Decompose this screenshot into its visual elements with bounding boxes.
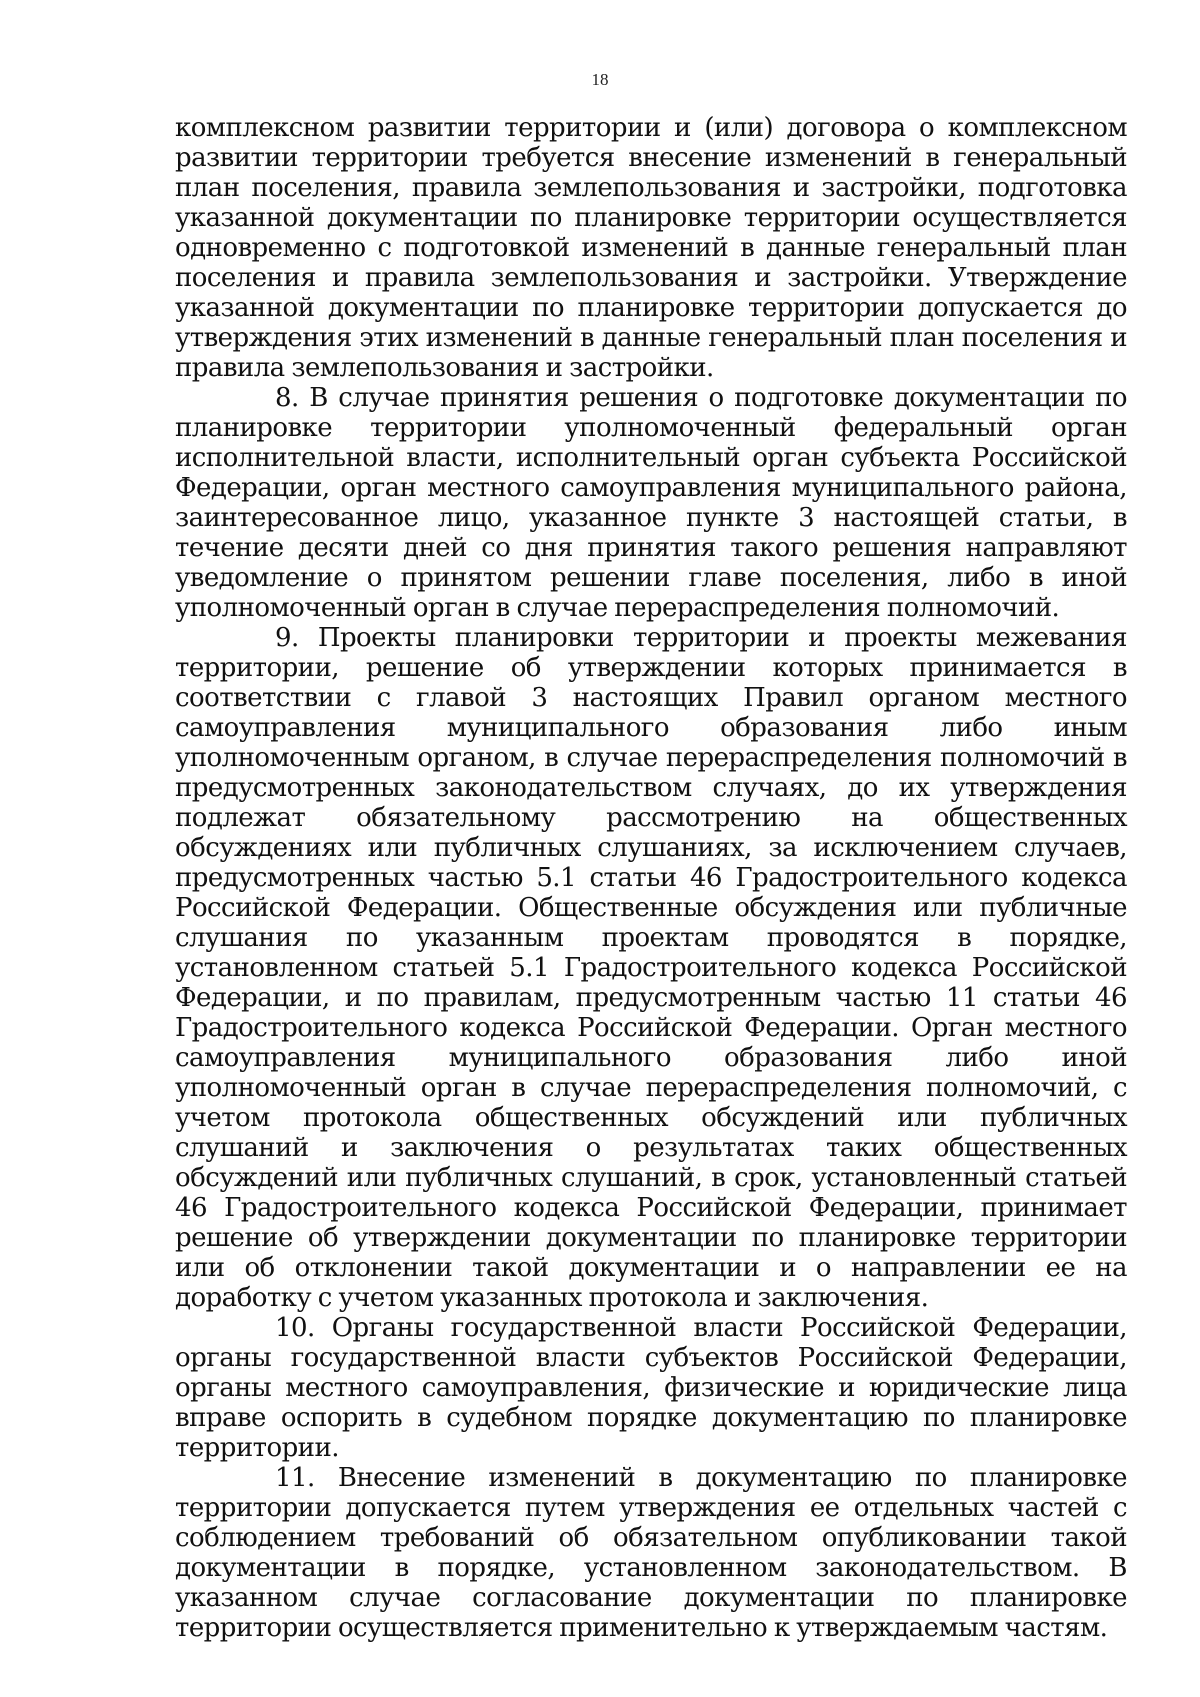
paragraph-continuation: комплексном развитии территории и (или) договора о комплексном развитии территории требуется внесение изменений в генеральный план поселения, правила землепользования и застройки, подготовка указанной документации по планировке территории осуществляется одновременно с подготовкой изменений в данные генеральный план поселения и правила землепользования и застройки. Утверждение указанной документации по планировке территории допускается до утверждения этих изменений в данные генеральный план поселения и правила землепользования и застройки. [175, 113, 1127, 383]
paragraph-11: 11. Внесение изменений в документацию по планировке территории допускается путем утверждения ее отдельных частей с соблюдением требований об обязательном опубликовании такой документации в порядке, установленном законодательством. В указанном случае согласование документации по планировке территории осуществляется применительно к утверждаемым частям. [175, 1463, 1127, 1643]
paragraph-9: 9. Проекты планировки территории и проекты межевания территории, решение об утверждении которых принимается в соответствии с главой 3 настоящих Правил органом местного самоуправления муниципального образования либо иным уполномоченным органом, в случае перераспределения полномочий в предусмотренных законодательством случаях, до их утверждения подлежат обязательному рассмотрению на общественных обсуждениях или публичных слушаниях, за исключением случаев, предусмотренных частью 5.1 статьи 46 Градостроительного кодекса Российской Федерации. Общественные обсуждения или публичные слушания по указанным проектам проводятся в порядке, установленном статьей 5.1 Градостроительного кодекса Российской Федерации, и по правилам, предусмотренным частью 11 статьи 46 Градостроительного кодекса Российской Федерации. Орган местного самоуправления муниципального образования либо иной уполномоченный орган в случае перераспределения полномочий, с учетом протокола общественных обсуждений или публичных слушаний и заключения о результатах таких общественных обсуждений или публичных слушаний, в срок, установленный статьей 46 Градостроительного кодекса Российской Федерации, принимает решение об утверждении документации по планировке территории или об отклонении такой документации и о направлении ее на доработку с учетом указанных протокола и заключения. [175, 623, 1127, 1313]
document-body [175, 113, 1127, 1643]
page-number: 18 [591, 70, 609, 89]
paragraph-8: 8. В случае принятия решения о подготовке документации по планировке территории уполномоченный федеральный орган исполнительной власти, исполнительный орган субъекта Российской Федерации, орган местного самоуправления муниципального района, заинтересованное лицо, указанное пункте 3 настоящей статьи, в течение десяти дней со дня принятия такого решения направляют уведомление о принятом решении главе поселения, либо в иной уполномоченный орган в случае перераспределения полномочий. [175, 383, 1127, 623]
paragraph-10: 10. Органы государственной власти Российской Федерации, органы государственной власти субъектов Российской Федерации, органы местного самоуправления, физические и юридические лица вправе оспорить в судебном порядке документацию по планировке территории. [175, 1313, 1127, 1463]
